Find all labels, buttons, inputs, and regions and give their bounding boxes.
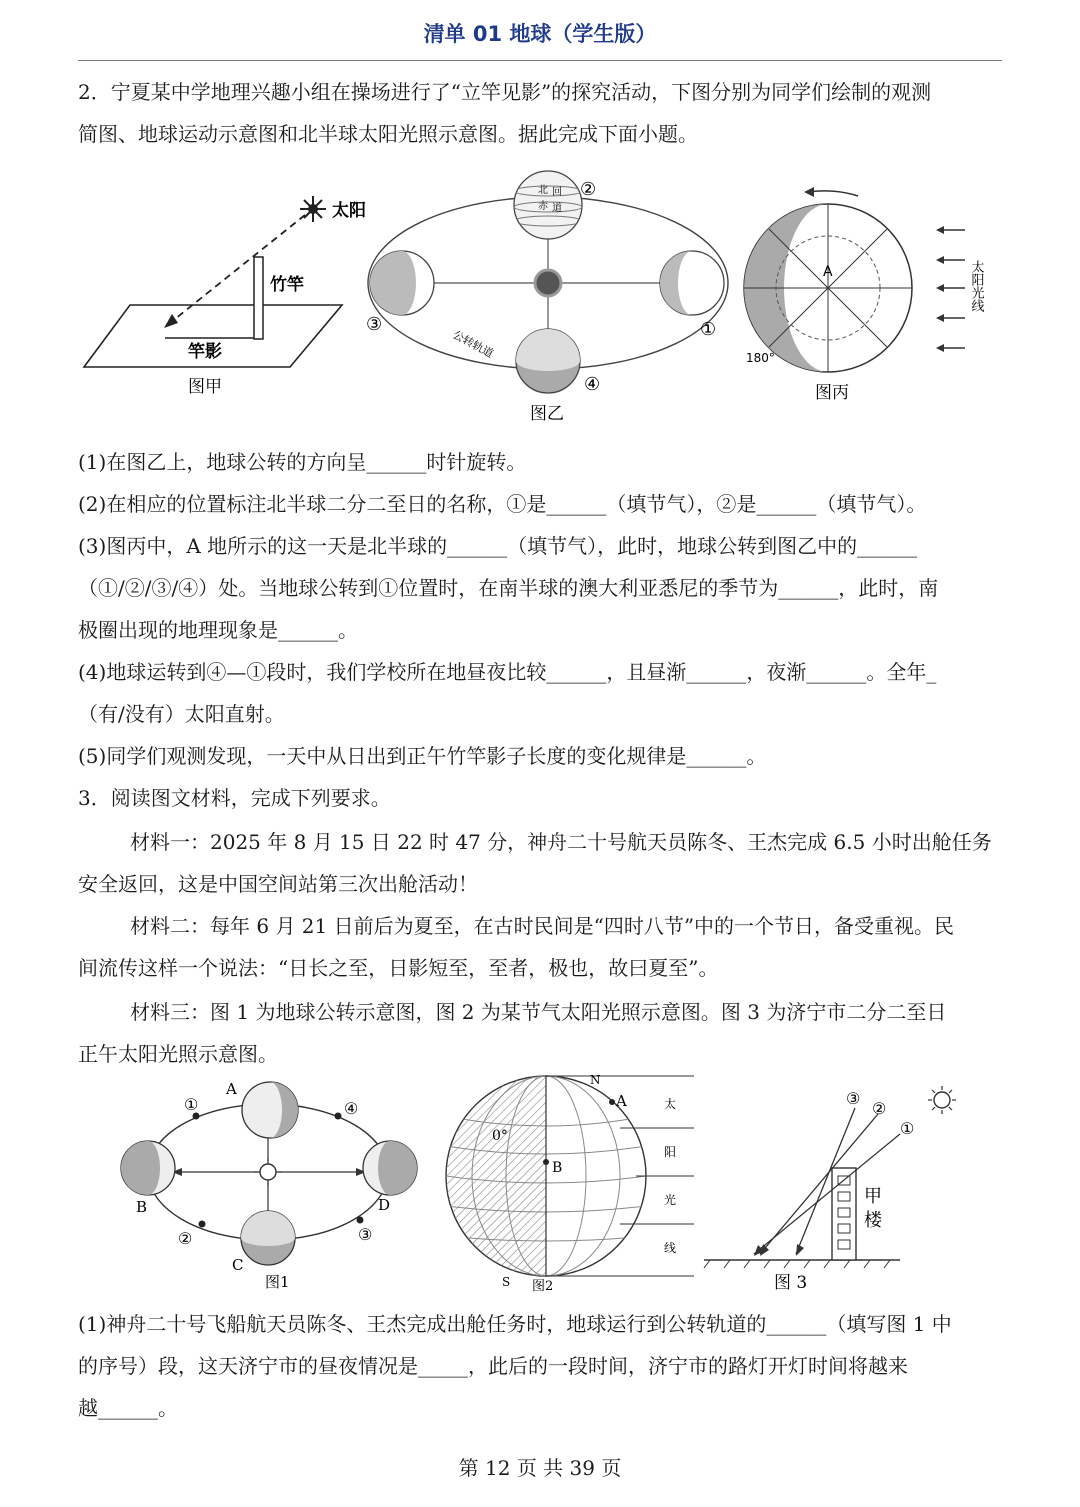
svg-text:赤: 赤 [538, 201, 548, 212]
svg-text:④: ④ [344, 1099, 359, 1118]
sunlight-ray [170, 215, 305, 323]
page-header: 清单 01 地球（学生版） [423, 22, 657, 46]
page-footer: 第 12 页 共 39 页 [458, 1456, 622, 1480]
earth-C [241, 1211, 295, 1265]
earth-position-1 [660, 251, 724, 315]
svg-text:③: ③ [358, 1225, 373, 1244]
svg-text:S: S [502, 1275, 511, 1289]
q2-sub4-line1: (4)地球运转到④—①段时，我们学校所在地昼夜比较______，且昼渐______，夜渐______。全年_ [78, 660, 937, 684]
q2-sub3-line2: （①/②/③/④）处。当地球公转到①位置时，在南半球的澳大利亚悉尼的季节为______，此时，南 [78, 576, 939, 600]
svg-text:B: B [136, 1198, 148, 1216]
figure-2 [440, 1072, 700, 1300]
earth-D [363, 1141, 417, 1195]
q2-sub3-line3: 极圈出现的地理现象是______。 [78, 618, 358, 642]
figure-3 [700, 1072, 990, 1300]
figure-3-caption: 图 3 [774, 1273, 808, 1293]
sunlight-label: 太阳光线 [968, 260, 984, 312]
svg-text:D: D [378, 1196, 391, 1214]
sun-icon [535, 270, 561, 296]
svg-text:①: ① [900, 1119, 915, 1138]
pole-label: 竹竿 [270, 275, 304, 295]
q2-sub4-line2: （有/没有）太阳直射。 [78, 702, 285, 726]
svg-text:太: 太 [664, 1097, 677, 1111]
q2-sub2: (2)在相应的位置标注北半球二分二至日的名称，①是______（填节气），②是______（填节气）。 [78, 492, 927, 516]
q2-sub3-line1: (3)图丙中，A 地所示的这一天是北半球的______（填节气），此时，地球公转到图乙中的______ [78, 534, 918, 558]
q2-intro-line1: 2．宁夏某中学地理兴趣小组在操场进行了“立竿见影”的探究活动，下图分别为同学们绘制的观测 [78, 80, 932, 104]
q2-sub5: (5)同学们观测发现，一天中从日出到正午竹竿影子长度的变化规律是______。 [78, 744, 767, 768]
orbit-label: 公转轨道 [450, 328, 496, 361]
svg-text:N: N [590, 1073, 601, 1087]
figure-1 [110, 1072, 430, 1300]
point-a-label: A [823, 264, 833, 280]
svg-text:A: A [616, 1092, 627, 1110]
bamboo-pole [254, 257, 263, 339]
svg-text:B: B [552, 1160, 563, 1176]
figure-2-caption: 图2 [532, 1279, 554, 1294]
q3-material3-line1: 材料三：图 1 为地球公转示意图，图 2 为某节气太阳光照示意图。图 3 为济宁市二分二至日 [130, 1000, 947, 1024]
orbit-point-1: ① [700, 319, 717, 340]
figure-bing-caption: 图丙 [815, 383, 849, 403]
q3-sub1-line1: (1)神舟二十号飞船航天员陈冬、王杰完成出舱任务时，地球运行到公转轨道的______（填写图 1 中 [78, 1312, 952, 1336]
svg-text:光: 光 [664, 1193, 677, 1207]
shadow-label: 竿影 [188, 342, 222, 362]
svg-text:A: A [226, 1080, 237, 1098]
figure-yi-caption: 图乙 [530, 404, 564, 424]
q3-sub1-line2: 的序号）段，这天济宁市的昼夜情况是_____，此后的一段时间，济宁市的路灯开灯时间将越来 [78, 1354, 908, 1378]
q3-intro: 3．阅读图文材料，完成下列要求。 [78, 786, 391, 810]
svg-text:北: 北 [538, 185, 548, 196]
q3-material1-line2: 安全返回，这是中国空间站第三次出舱活动！ [78, 872, 478, 896]
earth-B [121, 1141, 175, 1195]
earth-A [242, 1082, 298, 1138]
header-divider [78, 60, 1002, 61]
svg-text:阳: 阳 [664, 1145, 677, 1159]
sun-label: 太阳 [332, 201, 366, 221]
sun-icon [928, 1086, 956, 1114]
svg-text:道: 道 [552, 203, 562, 214]
figure-bing [740, 180, 1010, 410]
svg-text:楼: 楼 [864, 1210, 882, 1231]
earth-position-2 [514, 171, 582, 239]
rotation-arrow [808, 191, 858, 196]
night-area [446, 1076, 546, 1276]
q2-intro-line2: 简图、地球运动示意图和北半球太阳光照示意图。据此完成下面小题。 [78, 122, 698, 146]
q3-material2-line1: 材料二：每年 6 月 21 日前后为夏至，在古时民间是“四时八节”中的一个节日，备受重视。民 [130, 914, 955, 938]
svg-text:C: C [232, 1256, 244, 1274]
svg-text:线: 线 [664, 1241, 677, 1255]
figure-1-caption: 图1 [265, 1273, 290, 1291]
svg-text:回: 回 [552, 187, 562, 198]
sun-icon [300, 196, 326, 222]
svg-text:甲: 甲 [864, 1186, 882, 1207]
svg-text:0°: 0° [492, 1128, 508, 1144]
svg-text:①: ① [184, 1095, 199, 1114]
figure-jia-caption: 图甲 [188, 377, 222, 397]
earth-position-4 [516, 329, 580, 393]
orbit-point-3: ③ [366, 314, 383, 335]
degree-label: 180° [746, 351, 775, 365]
orbit-point-4: ④ [584, 374, 601, 395]
q3-sub1-line3: 越______。 [78, 1396, 178, 1420]
q3-material2-line2: 间流传这样一个说法：“日长之至，日影短至，至者，极也，故曰夏至”。 [78, 956, 719, 980]
earth-position-3 [370, 251, 434, 315]
svg-text:②: ② [872, 1099, 887, 1118]
building-jia [832, 1168, 856, 1260]
svg-text:③: ③ [846, 1089, 861, 1108]
orbit-point-2: ② [580, 179, 597, 200]
figure-yi [360, 165, 740, 430]
ray-arrowhead [164, 314, 178, 328]
q3-material1-line1: 材料一：2025 年 8 月 15 日 22 时 47 分，神舟二十号航天员陈冬、王杰完成 6.5 小时出舱任务 [130, 830, 992, 854]
q3-material3-line2: 正午太阳光照示意图。 [78, 1042, 278, 1066]
figure-jia [80, 185, 366, 400]
svg-text:②: ② [178, 1229, 193, 1248]
q2-sub1: (1)在图乙上，地球公转的方向呈______时针旋转。 [78, 450, 527, 474]
